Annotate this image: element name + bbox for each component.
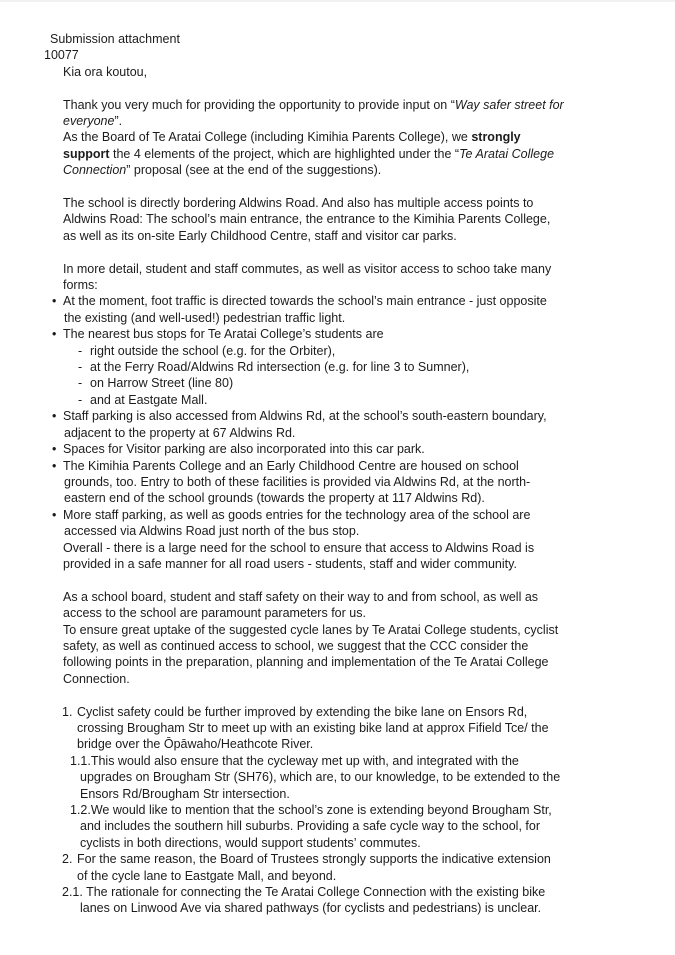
text-line bbox=[0, 113, 675, 129]
text-line bbox=[0, 195, 675, 211]
text-segment: 10077 bbox=[44, 48, 79, 63]
text-line bbox=[0, 97, 675, 113]
text-segment: eastern end of the school grounds (towards the property at 117 Aldwins Rd). bbox=[64, 491, 485, 506]
text-segment: following points in the preparation, planning and implementation of the Te Aratai College bbox=[63, 655, 549, 670]
text-line bbox=[0, 835, 675, 851]
text-line bbox=[0, 277, 675, 293]
text-segment: crossing Brougham Str to meet up with an existing bike land at approx Fifield Tce/ the bbox=[77, 720, 549, 735]
text-line bbox=[0, 211, 675, 227]
text-line bbox=[0, 441, 675, 457]
text-line bbox=[0, 408, 675, 424]
text-segment: Connection bbox=[63, 163, 127, 178]
text-line bbox=[0, 720, 675, 736]
text-segment: 2.1. The rationale for connecting the Te Aratai College Connection with the existing bike bbox=[62, 885, 546, 900]
text-segment: the 4 elements of the project, which are highlighted under the “ bbox=[109, 146, 460, 161]
text-segment: and includes the southern hill suburbs. Providing a safe cycle way to the school, for bbox=[80, 819, 540, 834]
blank-line bbox=[0, 572, 675, 588]
text-line bbox=[0, 162, 675, 178]
text-line bbox=[0, 343, 675, 359]
list-number: 2. bbox=[62, 852, 73, 867]
text-segment: forms: bbox=[63, 278, 98, 293]
text-segment: Connection. bbox=[63, 671, 130, 686]
text-segment: and at Eastgate Mall. bbox=[90, 392, 208, 407]
blank-line bbox=[0, 687, 675, 703]
text-segment: cyclists in both directions, would support students’ commutes. bbox=[80, 835, 421, 850]
text-line bbox=[0, 769, 675, 785]
text-line bbox=[0, 786, 675, 802]
dash-icon: - bbox=[78, 376, 83, 391]
text-segment: 1.1.This would also ensure that the cycleway met up with, and integrated with the bbox=[70, 753, 519, 768]
text-segment: everyone bbox=[63, 114, 115, 129]
text-segment: at the Ferry Road/Aldwins Rd intersection (e.g. for line 3 to Sumner), bbox=[90, 360, 470, 375]
text-segment: To ensure great uptake of the suggested cycle lanes by Te Aratai College students, cyclist bbox=[63, 622, 559, 637]
text-line bbox=[0, 638, 675, 654]
text-segment: Staff parking is also accessed from Aldwins Rd, at the school’s south-eastern boundary, bbox=[63, 409, 547, 424]
text-line bbox=[0, 704, 675, 720]
blank-line bbox=[0, 244, 675, 260]
text-segment: upgrades on Brougham Str (SH76), which are, to our knowledge, to be extended to the bbox=[80, 770, 561, 785]
text-segment: bridge over the Ōpāwaho/Heathcote River. bbox=[77, 737, 314, 752]
text-line bbox=[0, 851, 675, 867]
text-line bbox=[0, 474, 675, 490]
text-segment: Spaces for Visitor parking are also incorporated into this car park. bbox=[63, 442, 425, 457]
text-segment: as well as its on-site Early Childhood Centre, staff and visitor car parks. bbox=[63, 228, 457, 243]
text-segment: Ensors Rd/Brougham Str intersection. bbox=[80, 786, 290, 801]
text-line bbox=[0, 425, 675, 441]
text-line bbox=[0, 868, 675, 884]
text-line bbox=[0, 129, 675, 145]
text-line bbox=[0, 261, 675, 277]
text-segment: The school is directly bordering Aldwins Road. And also has multiple access points to bbox=[63, 196, 534, 211]
text-segment: accessed via Aldwins Road just north of the bus stop. bbox=[64, 524, 360, 539]
text-line bbox=[0, 523, 675, 539]
text-segment: As a school board, student and staff safety on their way to and from school, as well as bbox=[63, 589, 539, 604]
text-segment: ” proposal (see at the end of the suggestions). bbox=[126, 163, 382, 178]
bullet-icon: • bbox=[52, 507, 57, 522]
text-segment: As the Board of Te Aratai College (including Kimihia Parents College), we bbox=[63, 130, 472, 145]
text-line bbox=[0, 605, 675, 621]
blank-line bbox=[0, 80, 675, 96]
text-segment: adjacent to the property at 67 Aldwins Rd. bbox=[64, 425, 296, 440]
bullet-icon: • bbox=[52, 294, 57, 309]
text-segment: The Kimihia Parents College and an Early Childhood Centre are housed on school bbox=[63, 458, 519, 473]
text-line bbox=[0, 293, 675, 309]
text-segment: provided in a safe manner for all road users - students, staff and wider community. bbox=[63, 556, 517, 571]
dash-icon: - bbox=[78, 360, 83, 375]
text-segment: on Harrow Street (line 80) bbox=[90, 376, 234, 391]
text-line bbox=[0, 884, 675, 900]
text-segment: Aldwins Road: The school’s main entrance, the entrance to the Kimihia Parents College, bbox=[63, 212, 551, 227]
text-segment: Way safer street for bbox=[454, 97, 564, 112]
blank-line bbox=[0, 179, 675, 195]
bullet-icon: • bbox=[52, 327, 57, 342]
text-line bbox=[0, 622, 675, 638]
text-line bbox=[0, 310, 675, 326]
text-segment: ”. bbox=[114, 114, 123, 129]
greeting bbox=[0, 64, 675, 80]
text-segment: More staff parking, as well as goods entries for the technology area of the school are bbox=[63, 507, 531, 522]
text-segment: Submission attachment bbox=[50, 32, 180, 46]
attachment-id bbox=[0, 47, 675, 63]
text-segment: 1.2.We would like to mention that the school’s zone is extending beyond Brougham Str, bbox=[70, 803, 552, 818]
text-line bbox=[0, 753, 675, 769]
text-segment: the existing (and well-used!) pedestrian traffic light. bbox=[64, 310, 346, 325]
text-line bbox=[0, 540, 675, 556]
text-line bbox=[0, 736, 675, 752]
text-segment: of the cycle lane to Eastgate Mall, and beyond. bbox=[77, 868, 337, 883]
text-line bbox=[0, 589, 675, 605]
text-segment: strongly bbox=[471, 130, 521, 145]
text-line bbox=[0, 326, 675, 342]
text-line bbox=[0, 654, 675, 670]
text-segment: lanes on Linwood Ave via shared pathways (for cyclists and pedestrians) is unclear. bbox=[80, 901, 542, 916]
text-segment: Kia ora koutou, bbox=[63, 64, 148, 79]
text-segment: Overall - there is a large need for the school to ensure that access to Aldwins Road is bbox=[63, 540, 535, 555]
text-line bbox=[0, 490, 675, 506]
text-line bbox=[0, 507, 675, 523]
text-segment: Thank you very much for providing the opportunity to provide input on “ bbox=[63, 97, 455, 112]
text-segment: The nearest bus stops for Te Aratai College’s students are bbox=[63, 327, 384, 342]
dash-icon: - bbox=[78, 343, 83, 358]
bullet-icon: • bbox=[52, 409, 57, 424]
text-segment: support bbox=[63, 146, 110, 161]
bullet-icon: • bbox=[52, 442, 57, 457]
text-segment: access to the school are paramount parameters for us. bbox=[63, 606, 366, 621]
text-segment: safety, as well as continued access to school, we suggest that the CCC consider the bbox=[63, 638, 529, 653]
text-line bbox=[0, 375, 675, 391]
text-line bbox=[0, 900, 675, 916]
text-line bbox=[0, 818, 675, 834]
text-segment: In more detail, student and staff commutes, as well as visitor access to schoo take many bbox=[63, 261, 552, 276]
text-line bbox=[0, 392, 675, 408]
text-segment: grounds, too. Entry to both of these facilities is provided via Aldwins Rd, at the north- bbox=[64, 474, 531, 489]
text-segment: right outside the school (e.g. for the Orbiter), bbox=[90, 343, 336, 358]
attachment-label bbox=[0, 31, 675, 47]
text-segment: At the moment, foot traffic is directed towards the school’s main entrance - just opposite bbox=[63, 294, 547, 309]
text-line bbox=[0, 146, 675, 162]
text-line bbox=[0, 556, 675, 572]
text-segment: Cyclist safety could be further improved by extending the bike lane on Ensors Rd, bbox=[77, 704, 528, 719]
document-text bbox=[0, 31, 675, 917]
text-line bbox=[0, 802, 675, 818]
top-divider bbox=[0, 0, 675, 2]
text-line bbox=[0, 671, 675, 687]
text-line bbox=[0, 458, 675, 474]
text-line bbox=[0, 228, 675, 244]
dash-icon: - bbox=[78, 392, 83, 407]
text-segment: Te Aratai College bbox=[459, 146, 555, 161]
list-number: 1. bbox=[62, 704, 73, 719]
text-line bbox=[0, 359, 675, 375]
bullet-icon: • bbox=[52, 458, 57, 473]
text-segment: For the same reason, the Board of Trustees strongly supports the indicative extension bbox=[77, 852, 551, 867]
